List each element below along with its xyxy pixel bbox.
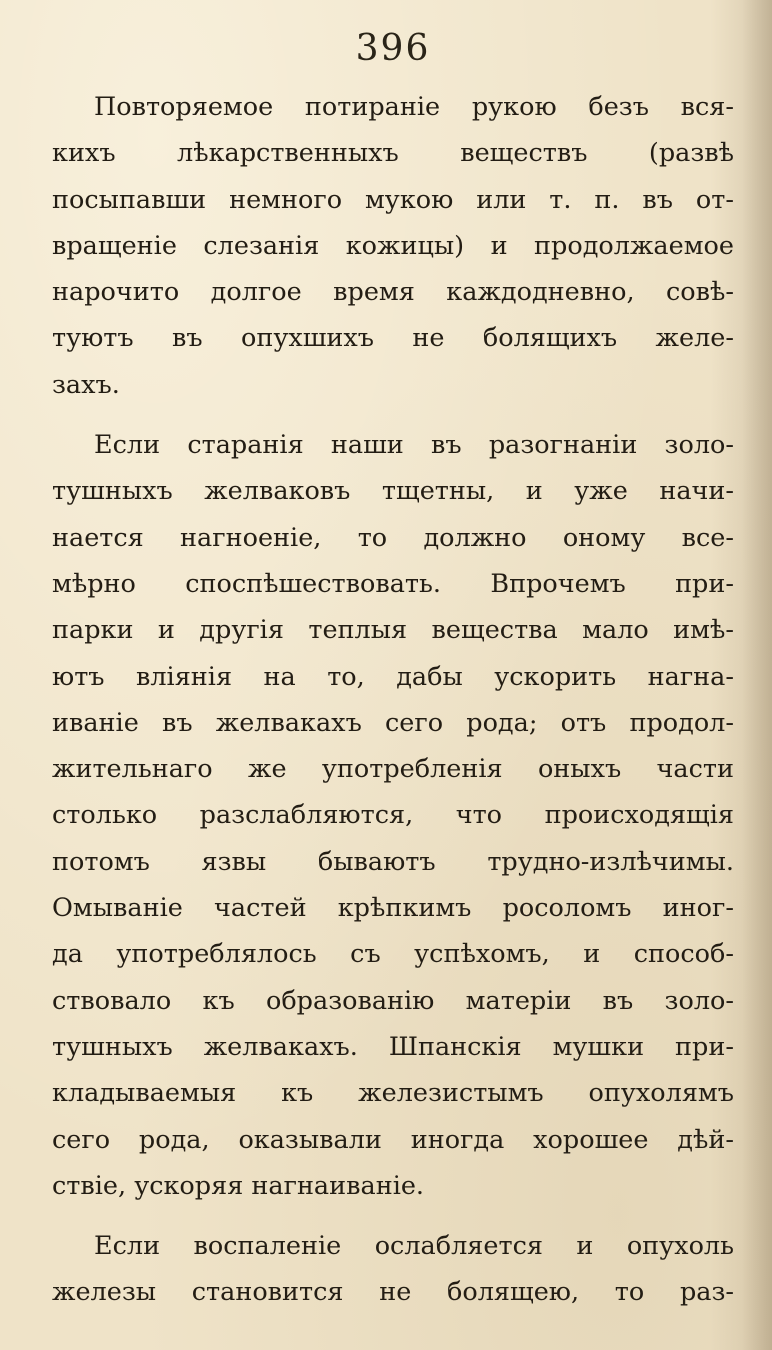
- text-line: ствіе, ускоряя нагнаиваніе.: [52, 1170, 425, 1201]
- text-line: железы становится не болящею, то раз-: [52, 1277, 734, 1308]
- text-line: кладываемыя къ железистымъ опухолямъ: [52, 1078, 734, 1109]
- text-line: сего рода, оказывали иногда хорошее дѣй-: [52, 1124, 734, 1155]
- text-line: тушныхъ желвакахъ. Шпанскія мушки при-: [52, 1031, 734, 1062]
- text-line: мѣрно споспѣшествовать. Впрочемъ при-: [52, 568, 734, 599]
- text-line: да употреблялось съ успѣхомъ, и способ-: [52, 939, 734, 970]
- text-line: туютъ въ опухшихъ не болящихъ желе-: [52, 323, 734, 354]
- text-line: вращеніе слезанія кожицы) и продолжаемое: [52, 230, 734, 261]
- text-line: захъ.: [52, 369, 120, 400]
- text-line: Повторяемое потираніе рукою безъ вся-: [94, 92, 734, 122]
- text-line: тушныхъ желваковъ тщетны, и уже начи-: [52, 476, 734, 507]
- text-line: нается нагноеніе, то должно оному все-: [52, 522, 734, 553]
- text-line: кихъ лѣкарственныхъ веществъ (развѣ: [52, 138, 734, 169]
- paragraph-2: [52, 422, 734, 1209]
- text-line: жительнаго же употребленія оныхъ части: [52, 754, 734, 785]
- text-line: Если воспаленіе ослабляется и опухоль: [94, 1231, 734, 1262]
- page-number: 396: [355, 28, 431, 69]
- text-line: потомъ язвы бываютъ трудно-излѣчимы.: [52, 846, 734, 877]
- text-line: посыпавши немного мукою или т. п. въ от-: [52, 184, 734, 215]
- text-line: иваніе въ желвакахъ сего рода; отъ продол-: [52, 707, 734, 738]
- text-line: нарочито долгое время каждодневно, совѣ-: [52, 277, 734, 308]
- paragraph-3: [52, 1223, 734, 1316]
- text-line: Омываніе частей крѣпкимъ росоломъ иног-: [52, 893, 734, 924]
- text-line: парки и другія теплыя вещества мало имѣ-: [52, 615, 734, 646]
- text-line: ютъ вліянія на то, дабы ускорить нагна-: [52, 661, 734, 692]
- paragraph-1: [52, 84, 734, 408]
- text-line: ствовало къ образованію матеріи въ золо-: [52, 985, 734, 1016]
- text-line: столько разслабляются, что происходящія: [52, 800, 734, 831]
- text-line: Если старанія наши въ разогнаніи золо-: [94, 430, 734, 461]
